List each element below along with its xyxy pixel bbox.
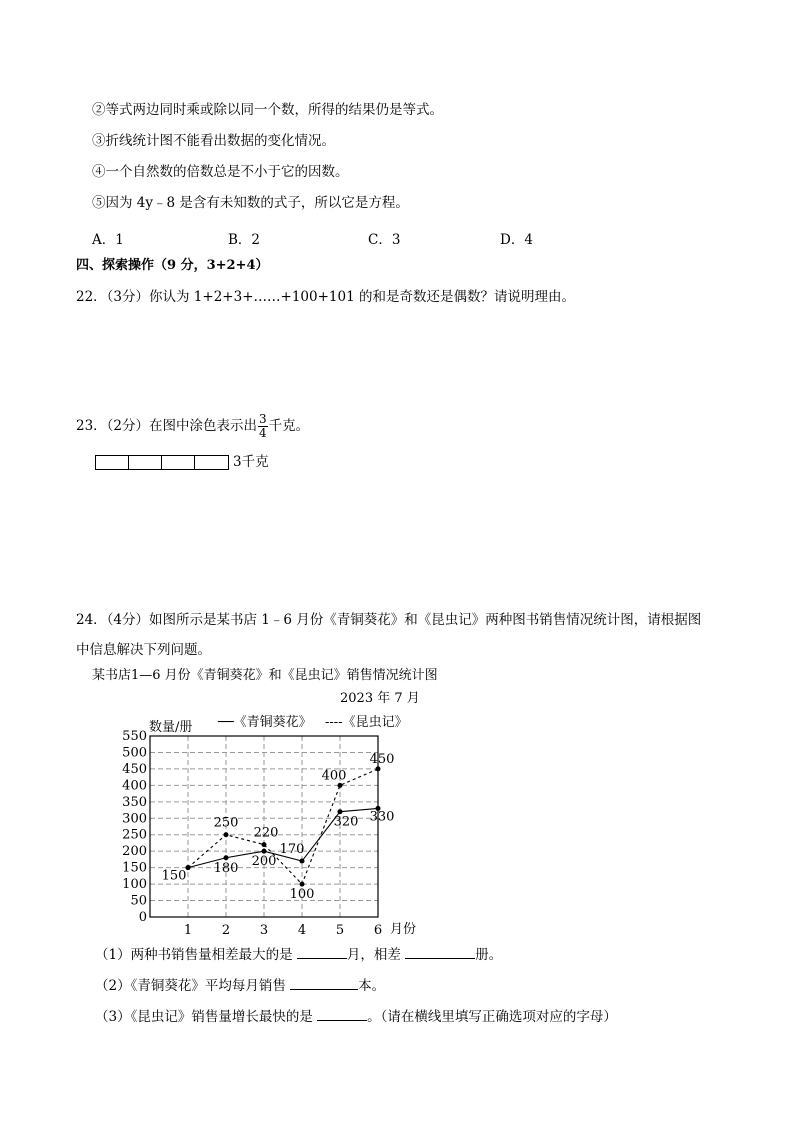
x-tick-label: 2 <box>221 923 231 938</box>
y-tick-label: 550 <box>122 729 147 744</box>
fraction <box>258 413 268 440</box>
option-c: C．3 <box>368 232 401 248</box>
data-point <box>224 855 229 860</box>
sq1-part-c: 册。 <box>475 947 503 963</box>
sq1-part-a: （1）两种书销售量相差最大的是 <box>95 947 297 963</box>
bar-segment-2[interactable] <box>128 455 162 470</box>
data-label: 320 <box>333 814 359 830</box>
y-tick-label: 150 <box>122 860 147 876</box>
data-label: 170 <box>279 842 305 858</box>
blank-option[interactable] <box>317 1008 367 1021</box>
data-label: 100 <box>289 887 315 903</box>
x-tick-label: 3 <box>259 923 269 938</box>
data-label: 220 <box>253 825 279 841</box>
data-point <box>300 882 305 887</box>
x-tick-label: 6 <box>373 923 383 938</box>
bar-segment-4[interactable] <box>194 455 229 470</box>
legend-dashed: ----《昆虫记》 <box>325 715 408 730</box>
sub-question-3 <box>95 1008 617 1026</box>
data-point <box>300 859 305 864</box>
sub-question-2 <box>95 977 385 995</box>
sub-question-1 <box>95 946 502 964</box>
section-title: 四、探索操作（9 分，3+2+4） <box>76 258 269 273</box>
option-d: D．4 <box>500 232 533 248</box>
y-tick-label: 200 <box>122 844 147 860</box>
data-point <box>376 766 381 771</box>
blank-month[interactable] <box>297 946 347 959</box>
question-24-line2: 中信息解决下列问题。 <box>76 642 211 658</box>
data-label: 250 <box>213 815 239 831</box>
x-axis-label: 月份 <box>390 922 417 937</box>
question-24-line1: 24．（4分）如图所示是某书店 1﹣6 月份《青铜葵花》和《昆虫记》两种图书销售情况统计图，请根据图 <box>76 612 702 628</box>
data-point <box>338 809 343 814</box>
data-label: 150 <box>161 868 187 884</box>
y-axis-label: 数量/册 <box>149 720 193 735</box>
x-tick-label: 5 <box>335 923 345 938</box>
data-point <box>224 832 229 837</box>
bar-segment-3[interactable] <box>161 455 195 470</box>
y-tick-label: 250 <box>122 827 147 843</box>
line-chart <box>0 708 794 948</box>
y-tick-label: 100 <box>122 877 147 893</box>
data-label: 450 <box>369 751 395 767</box>
sq2-part-a: （2）《青铜葵花》平均每月销售 <box>95 978 291 994</box>
blank-difference[interactable] <box>405 946 475 959</box>
question-22: 22．（3分）你认为 1+2+3+……+100+101 的和是奇数还是偶数？请说明理由。 <box>76 289 575 305</box>
data-point <box>338 783 343 788</box>
y-tick-label: 450 <box>122 761 147 777</box>
y-tick-label: 500 <box>122 745 147 761</box>
data-label: 330 <box>369 809 395 825</box>
y-tick-label: 50 <box>130 893 147 909</box>
data-label: 180 <box>213 860 239 876</box>
option-b: B．2 <box>228 232 261 248</box>
data-label: 200 <box>251 854 277 870</box>
chart-title: 某书店1—6 月份《青铜葵花》和《昆虫记》销售情况统计图 <box>92 668 438 683</box>
y-tick-label: 400 <box>122 778 147 794</box>
q23-prefix: 23．（2分）在图中涂色表示出 <box>76 418 258 434</box>
y-tick-label: 350 <box>122 794 147 810</box>
bar-label: 3千克 <box>233 454 269 470</box>
data-label: 400 <box>321 768 347 784</box>
sq1-part-b: 月，相差 <box>346 947 406 963</box>
data-point <box>262 849 267 854</box>
legend-solid: ──《青铜葵花》 <box>218 715 312 730</box>
question-23 <box>76 411 309 441</box>
statement-3: ③折线统计图不能看出数据的变化情况。 <box>92 133 335 149</box>
statement-4: ④一个自然数的倍数总是不小于它的因数。 <box>92 164 349 180</box>
q23-suffix: 千克。 <box>268 418 310 434</box>
sq2-part-b: 本。 <box>358 978 386 994</box>
blank-average[interactable] <box>290 977 358 990</box>
y-tick-label: 0 <box>138 910 147 925</box>
y-tick-label: 300 <box>122 811 147 827</box>
fraction-numerator: 3 <box>259 412 267 426</box>
option-a: A．1 <box>92 232 124 248</box>
x-tick-label: 1 <box>183 923 193 938</box>
x-tick-label: 4 <box>297 923 307 938</box>
statement-5: ⑤因为 4y﹣8 是含有未知数的式子，所以它是方程。 <box>92 195 409 211</box>
chart-subtitle: 2023 年 7 月 <box>340 691 420 706</box>
sq3-part-a: （3）《昆虫记》销售量增长最快的是 <box>95 1009 318 1025</box>
fraction-denominator: 4 <box>259 426 267 440</box>
bar-segment-1[interactable] <box>95 455 129 470</box>
sq3-part-b: 。（请在横线里填写正确选项对应的字母） <box>367 1009 617 1025</box>
data-point <box>186 865 191 870</box>
data-point <box>262 842 267 847</box>
statement-2: ②等式两边同时乘或除以同一个数，所得的结果仍是等式。 <box>92 102 443 118</box>
